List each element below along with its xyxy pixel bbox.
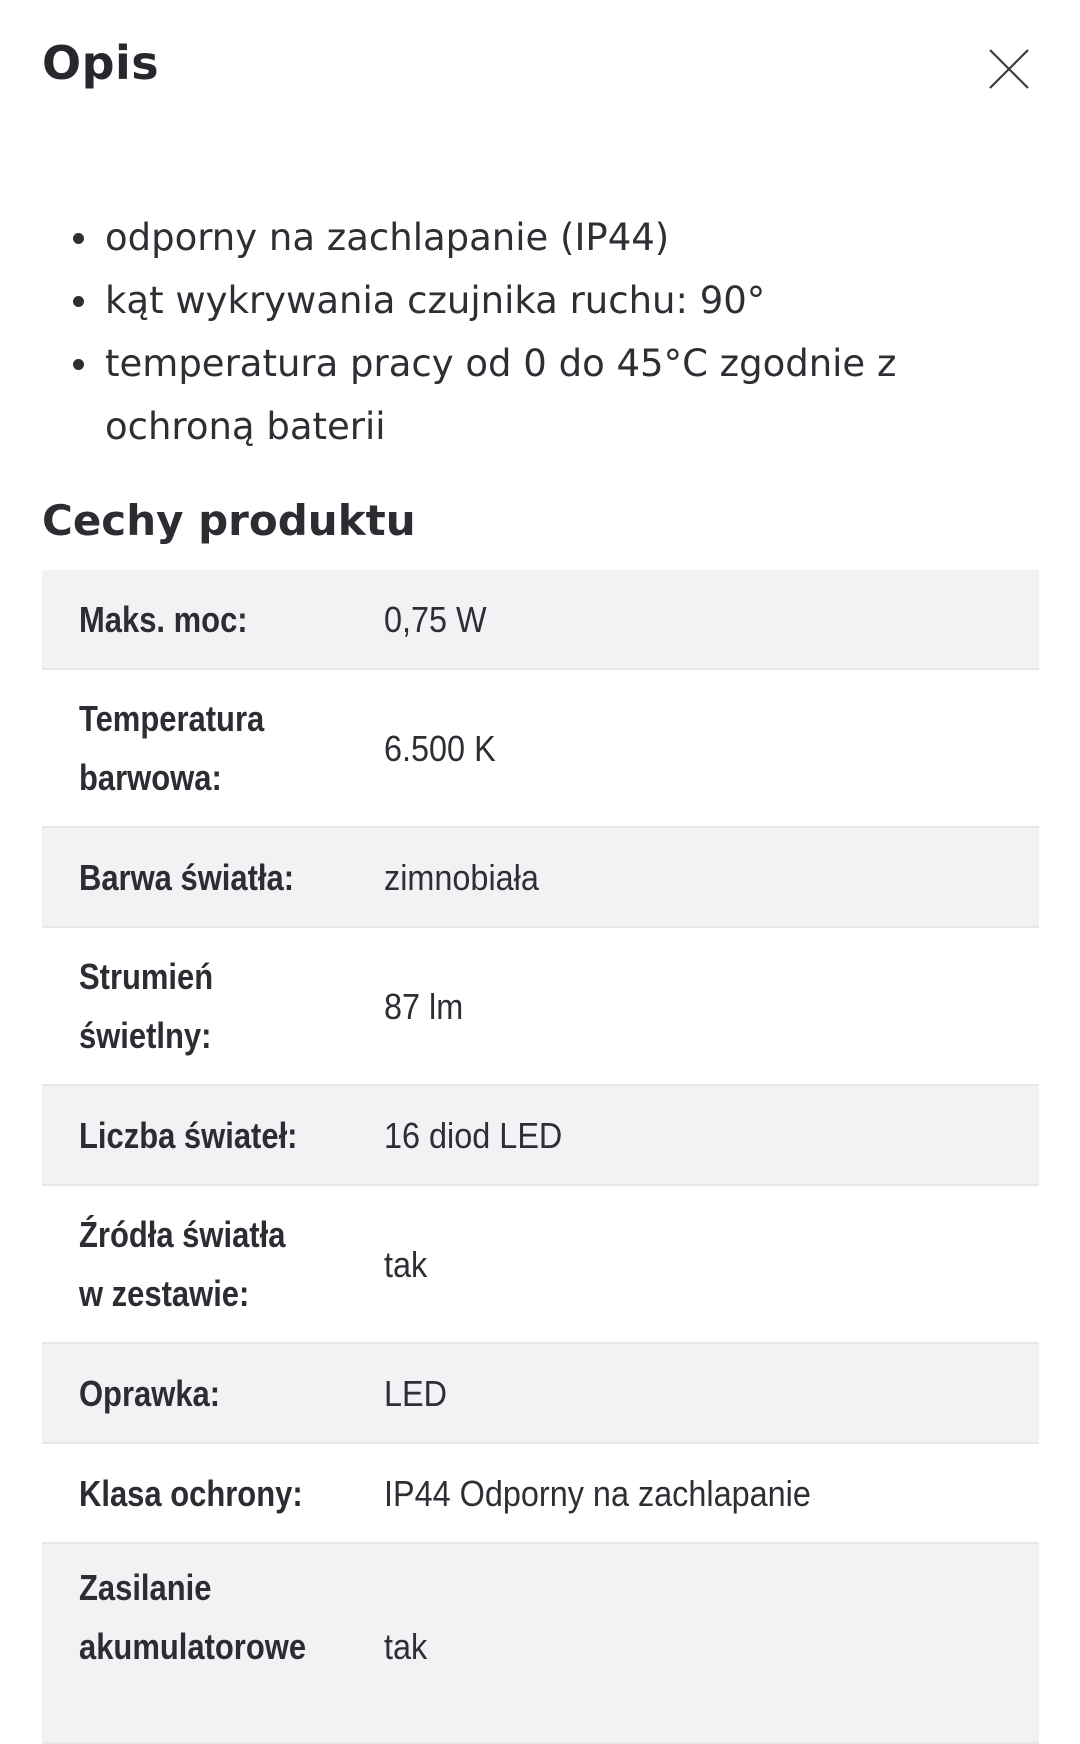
feature-label: Liczba świateł: — [78, 1114, 298, 1156]
feature-value: tak — [384, 1626, 428, 1667]
features-title: Cechy produktu — [42, 496, 416, 545]
feature-label: Zasilanie akumulatorowe — [78, 1567, 307, 1667]
bullet-icon — [73, 296, 84, 307]
table-row — [42, 1344, 1039, 1444]
features-table — [42, 570, 1039, 1744]
feature-label: Klasa ochrony: — [78, 1472, 303, 1514]
bullet-icon — [73, 233, 84, 244]
feature-label: Barwa światła: — [78, 856, 295, 898]
page-title: Opis — [42, 36, 160, 90]
table-row — [42, 1544, 1039, 1744]
feature-value: 6.500 K — [384, 727, 496, 769]
list-item — [0, 269, 1080, 332]
feature-label: Oprawka: — [78, 1372, 221, 1414]
feature-label: Źródła światła w zestawie: — [78, 1214, 286, 1314]
modal-header — [0, 0, 1080, 140]
close-icon — [984, 44, 1034, 94]
table-row — [42, 670, 1039, 828]
close-button[interactable] — [984, 44, 1034, 94]
table-row — [42, 1086, 1039, 1186]
bullet-icon — [73, 359, 84, 370]
feature-label: Strumień świetlny: — [78, 956, 214, 1056]
feature-label: Maks. moc: — [78, 598, 248, 640]
feature-value: IP44 Odporny na zachlapanie — [384, 1472, 811, 1514]
table-row — [42, 828, 1039, 928]
list-item — [0, 206, 1080, 269]
table-row — [42, 1186, 1039, 1344]
feature-value: 87 lm — [384, 985, 464, 1027]
list-item-text: temperatura pracy od 0 do 45°C zgodnie z ochroną baterii — [105, 342, 897, 448]
feature-value: 16 diod LED — [384, 1114, 563, 1156]
list-item — [0, 332, 1080, 458]
table-row — [42, 928, 1039, 1086]
feature-value: LED — [384, 1372, 448, 1414]
list-item-text: odporny na zachlapanie (IP44) — [105, 216, 670, 259]
feature-value: tak — [384, 1243, 428, 1285]
list-item-text: kąt wykrywania czujnika ruchu: 90° — [105, 279, 766, 322]
feature-label: Temperatura barwowa: — [78, 698, 265, 798]
table-row — [42, 1444, 1039, 1544]
description-list — [0, 206, 1080, 458]
feature-value: 0,75 W — [384, 598, 487, 640]
table-row — [42, 570, 1039, 670]
feature-value: zimnobiała — [384, 856, 539, 898]
